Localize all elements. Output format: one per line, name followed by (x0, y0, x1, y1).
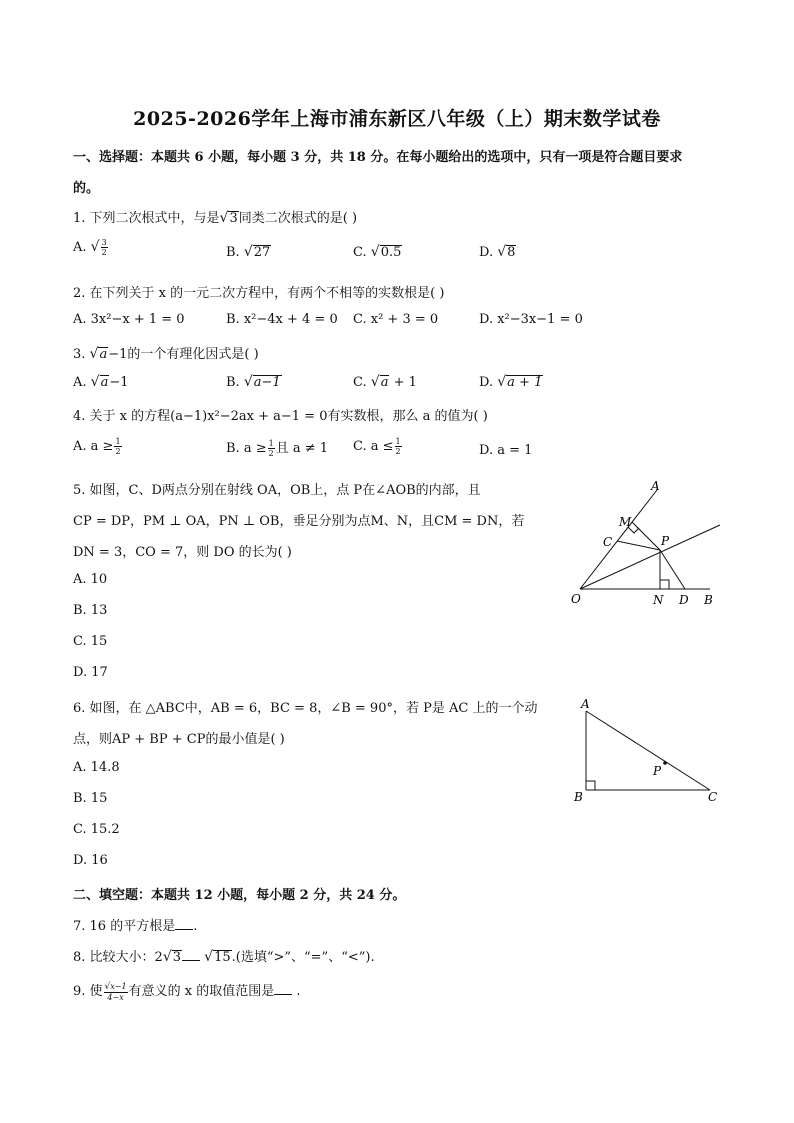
question-6-line-2: 点，则AP + BP + CP的最小值是( ) (73, 732, 285, 747)
q4-option-a[interactable]: A. a ≥ $\frac{1}{2}$ (73, 437, 121, 456)
q5-label-d: D (679, 593, 689, 607)
q4-option-d[interactable]: D. a = 1 (479, 443, 533, 458)
question-9: 9. 使 $\frac{√x-1}{4-x}$ 有意义的 x 的取值范围是 . (73, 981, 301, 1002)
q5-option-c[interactable]: C. 15 (73, 634, 108, 649)
question-4-stem: 4. 关于 x 的方程(a−1)x²−2ax + a−1 = 0有实数根，那么 a 的值为( ) (73, 409, 488, 424)
q6-option-d[interactable]: D. 16 (73, 853, 108, 868)
question-5-line-1: 5. 如图，C、D两点分别在射线 OA，OB上，点 P在∠AOB的内部，且 (73, 483, 481, 498)
section-2-heading: 二、填空题：本题共 12 小题，每小题 2 分，共 24 分。 (73, 888, 406, 903)
q3-option-b[interactable]: B. √a−1 (226, 374, 281, 390)
q6-label-p: P (653, 764, 662, 778)
q5-label-m: M (619, 515, 632, 529)
q6-option-c[interactable]: C. 15.2 (73, 822, 120, 837)
q6-label-a: A (581, 697, 590, 711)
question-3-stem: 3. √a−1的一个有理化因式是( ) (73, 346, 259, 362)
q6-option-b[interactable]: B. 15 (73, 791, 108, 806)
q5-label-n: N (653, 593, 664, 607)
q5-label-a: A (651, 479, 660, 493)
section-1-heading: 一、选择题：本题共 6 小题，每小题 3 分，共 18 分。在每小题给出的选项中，只有一项是符合题目要求 (73, 150, 683, 165)
q6-label-b: B (574, 790, 583, 804)
q5-figure (565, 475, 730, 610)
question-1-stem: 1. 下列二次根式中，与是√3同类二次根式的是( ) (73, 210, 358, 226)
q1-option-b[interactable]: B. √27 (226, 244, 271, 260)
q1-option-c[interactable]: C. √0.5 (353, 244, 402, 260)
q6-label-c: C (708, 790, 718, 804)
question-8: 8. 比较大小：2√3 √15.(选填“>”、“=”、“<”). (73, 949, 375, 965)
q4-option-c[interactable]: C. a ≤ $\frac{1}{2}$ (353, 437, 401, 456)
question-5-line-2: CP = DP，PM ⊥ OA，PN ⊥ OB，垂足分别为点M、N，且CM = DN，若 (73, 514, 525, 529)
q9-answer-blank[interactable] (274, 983, 292, 995)
q1-option-d[interactable]: D. √8 (479, 244, 516, 260)
q6-option-a[interactable]: A. 14.8 (73, 760, 120, 775)
q2-option-a[interactable]: A. 3x²−x + 1 = 0 (73, 312, 185, 327)
q8-answer-blank[interactable] (182, 949, 200, 961)
question-6-line-1: 6. 如图，在 △ABC中，AB = 6，BC = 8，∠B = 90°，若 P是 AC 上的一个动 (73, 701, 538, 716)
q6-figure (570, 695, 730, 807)
page-title: 2025-2026学年上海市浦东新区八年级（上）期末数学试卷 (133, 108, 661, 130)
q2-option-b[interactable]: B. x²−4x + 4 = 0 (226, 312, 338, 327)
question-7: 7. 16 的平方根是 . (73, 919, 198, 934)
q2-option-c[interactable]: C. x² + 3 = 0 (353, 312, 439, 327)
q5-option-d[interactable]: D. 17 (73, 665, 108, 680)
q3-option-c[interactable]: C. √a + 1 (353, 374, 417, 390)
q3-option-a[interactable]: A. √a−1 (73, 374, 129, 390)
q5-label-c: C (603, 535, 613, 549)
section-1-heading-cont: 的。 (73, 181, 100, 196)
question-2-stem: 2. 在下列关于 x 的一元二次方程中，有两个不相等的实数根是( ) (73, 286, 445, 301)
q5-label-p: P (661, 534, 670, 548)
question-5-line-3: DN = 3，CO = 7，则 DO 的长为( ) (73, 545, 292, 560)
q5-option-a[interactable]: A. 10 (73, 572, 108, 587)
q5-label-o: O (571, 592, 581, 606)
q2-option-d[interactable]: D. x²−3x−1 = 0 (479, 312, 583, 327)
q5-label-b: B (704, 593, 713, 607)
q7-answer-blank[interactable] (175, 918, 193, 930)
q1-option-a[interactable]: A. √ $\frac{3}{2}$ (73, 238, 107, 257)
q4-option-b[interactable]: B. a ≥ $\frac{1}{2}$ 且 a ≠ 1 (226, 439, 328, 458)
q5-option-b[interactable]: B. 13 (73, 603, 108, 618)
q3-option-d[interactable]: D. √a + 1 (479, 374, 543, 390)
